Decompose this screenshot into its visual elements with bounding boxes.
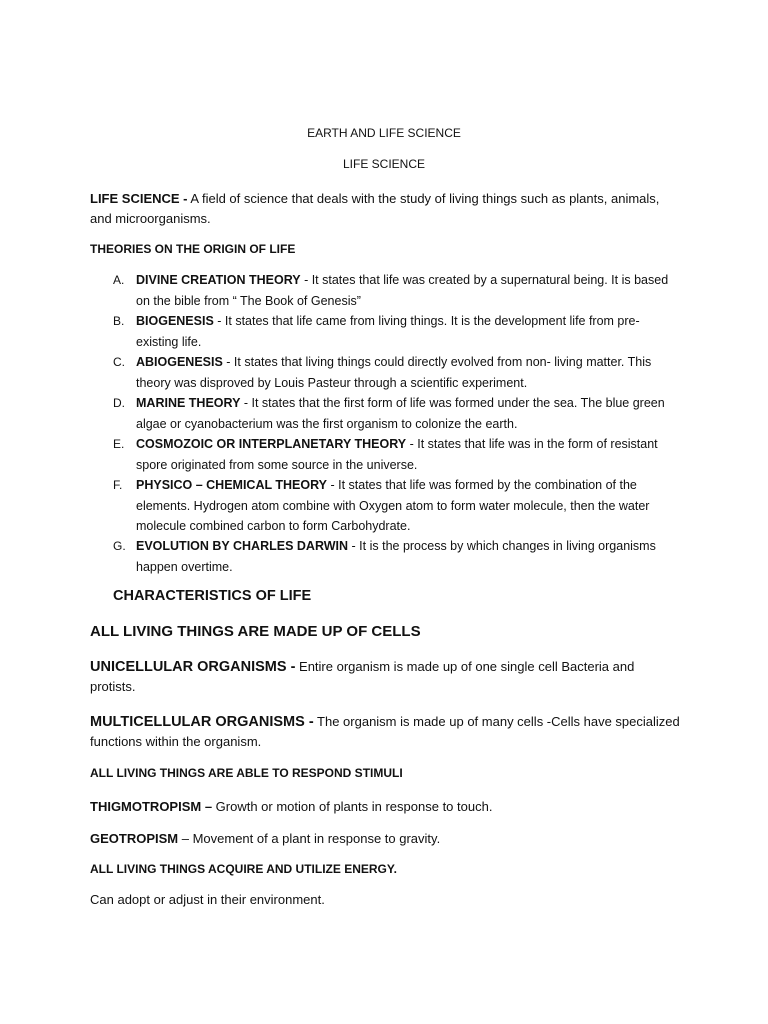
geotropism-text: – Movement of a plant in response to gravity. — [178, 831, 441, 846]
stimuli-heading: ALL LIVING THINGS ARE ABLE TO RESPOND STIMULI — [90, 766, 403, 780]
multicellular-term: MULTICELLULAR ORGANISMS - — [90, 714, 314, 730]
list-item-text — [136, 311, 681, 352]
theory-description: - It states that living things could directly evolved from non- living matter. This theory was disproved by Louis Pasteur through a scientific experiment. — [136, 355, 652, 390]
list-marker: A. — [113, 273, 125, 287]
unicellular-text: Entire organism is made up of one single cell Bacteria and protists. — [90, 659, 635, 694]
unicellular-paragraph — [90, 657, 680, 697]
list-marker: D. — [113, 396, 125, 410]
list-marker: B. — [113, 314, 125, 328]
theory-description: - It states that life came from living things. It is the development life from pre-existing life. — [136, 314, 640, 349]
theories-heading: THEORIES ON THE ORIGIN OF LIFE — [90, 242, 296, 256]
theory-term: MARINE THEORY — [136, 396, 241, 410]
list-marker: E. — [113, 437, 125, 451]
theory-term: EVOLUTION BY CHARLES DARWIN — [136, 539, 349, 553]
cells-heading: ALL LIVING THINGS ARE MADE UP OF CELLS — [90, 623, 421, 640]
unicellular-term: UNICELLULAR ORGANISMS - — [90, 659, 296, 675]
multicellular-text: The organism is made up of many cells -Cells have specialized functions within the organism. — [90, 714, 680, 749]
list-item-text — [136, 393, 681, 434]
geotropism-paragraph — [90, 829, 680, 849]
list-item-text — [136, 270, 681, 311]
thigmotropism-term: THIGMOTROPISM – — [90, 799, 213, 814]
theory-description: - It states that the first form of life was formed under the sea. The blue green algae or cyanobacterium was the first organism to colonize the earth. — [136, 396, 665, 431]
theory-description: - It states that life was formed by the combination of the elements. Hydrogen atom combine with Oxygen atom to form water molecule, then the water molecule combined carbon to form Carbohydrate. — [136, 478, 650, 533]
thigmotropism-text: Growth or motion of plants in response to touch. — [212, 799, 493, 814]
theory-term: DIVINE CREATION THEORY — [136, 273, 301, 287]
list-item-text — [136, 434, 681, 475]
theory-term: BIOGENESIS — [136, 314, 214, 328]
adapt-paragraph: Can adopt or adjust in their environment. — [90, 892, 325, 907]
theory-term: ABIOGENESIS — [136, 355, 223, 369]
list-marker: C. — [113, 355, 125, 369]
thigmotropism-paragraph — [90, 797, 680, 817]
definition-term: LIFE SCIENCE - — [90, 191, 188, 206]
theory-description: - It states that life was created by a supernatural being. It is based on the bible from “ The Book of Genesis” — [136, 273, 669, 308]
list-marker: G. — [113, 539, 126, 553]
theory-term: PHYSICO – CHEMICAL THEORY — [136, 478, 327, 492]
life-science-definition — [90, 189, 680, 229]
geotropism-term: GEOTROPISM — [90, 831, 179, 846]
theory-description: - It is the process by which changes in living organisms happen overtime. — [136, 539, 656, 574]
document-title: EARTH AND LIFE SCIENCE — [307, 126, 461, 140]
theory-term: COSMOZOIC OR INTERPLANETARY THEORY — [136, 437, 407, 451]
list-item-text — [136, 536, 681, 577]
definition-text: A field of science that deals with the study of living things such as plants, animals, and microorganisms. — [90, 191, 660, 226]
multicellular-paragraph — [90, 712, 680, 752]
document-subtitle: LIFE SCIENCE — [342, 157, 426, 171]
energy-heading: ALL LIVING THINGS ACQUIRE AND UTILIZE ENERGY. — [90, 862, 397, 876]
list-item-text — [136, 475, 681, 537]
theory-description: - It states that life was in the form of resistant spore originated from some source in the universe. — [136, 437, 658, 472]
characteristics-heading: CHARACTERISTICS OF LIFE — [113, 588, 312, 604]
list-item-text — [136, 352, 681, 393]
list-marker: F. — [113, 478, 123, 492]
